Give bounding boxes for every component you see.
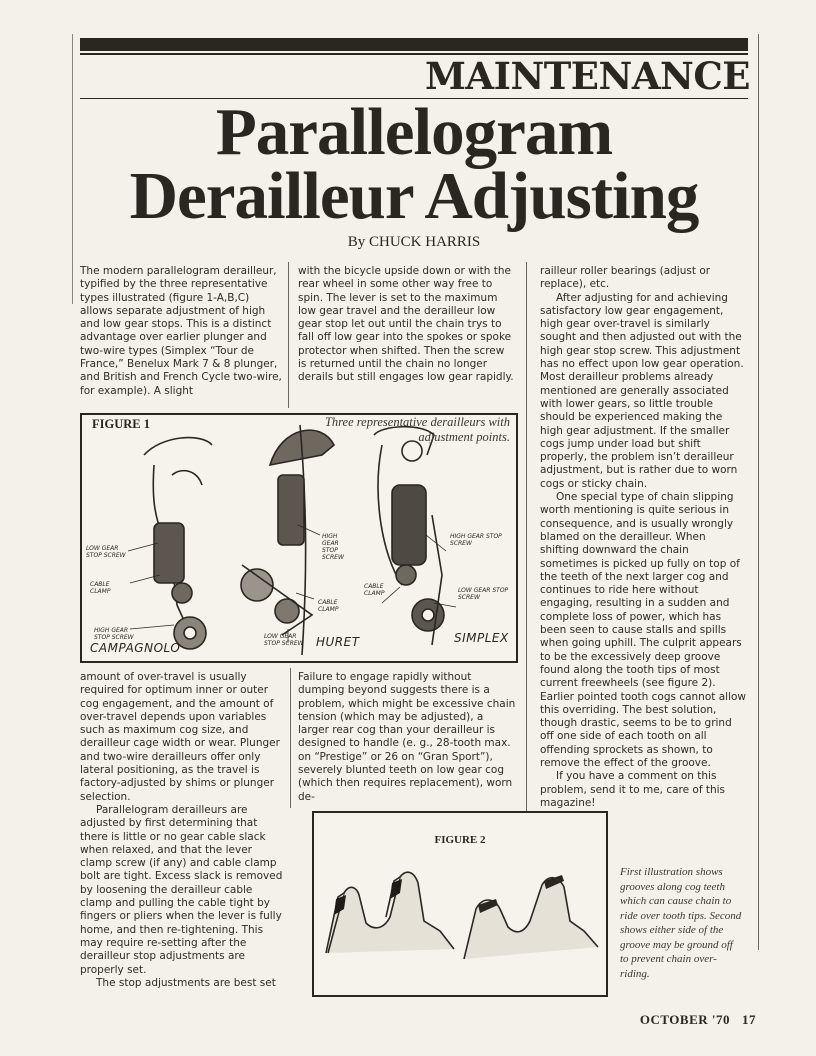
section-label: MAINTENANCE [424,54,750,98]
brand-huret: HURET [316,635,360,649]
column-divider [288,262,289,408]
page-number: 17 [742,1012,756,1027]
paragraph: The stop adjustments are best set [96,976,276,989]
issue-date: OCTOBER '70 [639,1012,730,1027]
byline: By CHUCK HARRIS [347,234,481,250]
figure-1 [80,413,518,663]
figure-2-caption: First illustration shows grooves along cog teeth which can cause chain to ride over tooth tips. Second shows either side of the groove may be ground off to prevent chain over-riding. [620,866,742,980]
column-1-top [80,265,284,398]
right-margin-rule [758,34,759,950]
paragraph: Failure to engage rapidly without dumping beyond suggests there is a problem, which might be excessive chain tension (which may be adjusted), a larger rear cog than your derailleur is designed to handle (e. g., 28-tooth max. on “Prestige” or 26 on “Gran Sport”), severely blunted teeth on low gear cog (which then requires replacement), worn de- [298,671,516,803]
paragraph: Parallelogram derailleurs are adjusted by first determining that there is little or no gear cable slack when relaxed, and that the lever clamp screw (if any) and cable clamp bolt are tight. Excess slack is removed by loosening the derailleur cable clamp and pulling the cable tight by fingers or pliers when the lever is fully home, and then re-tightening. This may require re-setting after the derailleur stop adjustments are properly set. [80,803,283,976]
figure-2 [312,811,608,997]
huret-derailleur-drawing [241,425,334,655]
label-high-gear-stop-b: HIGH GEAR STOP SCREW [322,533,344,561]
label-low-gear-stop-a: LOW GEAR STOP SCREW [86,545,126,559]
figure-2-title: FIGURE 2 [434,834,486,846]
figure-1-caption: Three representative derailleurs with adjustment points. [324,415,510,444]
paragraph: If you have a comment on this problem, send it to me, care of this magazine! [540,770,726,809]
column-divider [290,668,291,808]
label-high-gear-stop-c: HIGH GEAR STOP SCREW [450,533,502,547]
paragraph: railleur roller bearings (adjust or replace), etc. [540,265,711,291]
label-high-gear-stop-a: HIGH GEAR STOP SCREW [94,627,134,641]
header-thick-rule [80,38,748,51]
paragraph: The modern parallelogram derailleur, typified by the three representative types illustrated (figure 1-A,B,C) allows separate adjustment of high and low gear stops. This is a distinct advantage over earlier plunger and two-wire types (Simplex “Tour de France,” Benelux Mark 7 & 8 plunger, and British and French Cycle two-wire, for example). A slight [80,265,282,397]
column-1-bottom [80,671,286,990]
column-divider [526,262,527,822]
brand-simplex: SIMPLEX [454,631,509,645]
column-2-top [298,265,514,385]
paragraph: amount of over-travel is usually required for optimum inner or outer cog engagement, and the amount of over-travel depends upon variables such as maximum cog size, and derailleur cage width or wear. Plunger and two-wire derailleurs offer only lateral positioning, as the travel is factory-adjusted by shims or plunger selection. [80,671,280,803]
label-low-gear-stop-b: LOW GEAR STOP SCREW [264,633,304,647]
simplex-derailleur-drawing [374,427,444,645]
paragraph: with the bicycle upside down or with the rear wheel in some other way free to spin. The lever is set to the maximum low gear travel and the derailleur low gear stop let out until the chain trys to fall off low gear into the spokes or spoke protector when shifted. Then the screw is returned until the chain no longer derails but still engages low gear rapidly. [298,265,514,384]
grooved-teeth-drawing [326,872,454,953]
page-folio [640,1012,756,1028]
column-3 [540,265,746,810]
label-cable-clamp-c: CABLE CLAMP [364,583,385,597]
title-line-1: Parallelogram [215,95,613,169]
cog-teeth-illustration [314,813,606,995]
figure-1-title: FIGURE 1 [92,417,150,431]
column-2-bottom [298,671,516,804]
article-title [80,95,748,233]
label-low-gear-stop-c: LOW GEAR STOP SCREW [458,587,509,601]
paragraph: After adjusting for and achieving satisfactory low gear engagement, high gear over-travel is similarly sought and then adjusted out with the high gear stop screw. This adjustment has no effect upon low gear operation. Most derailleur problems already mentioned are generally associated with lower gears, so little trouble should be experienced making the high gear adjustment. If the smaller cogs jump under load but shift properly, the problem isn’t derailleur adjustment, but is rather due to worn cogs or sticky chain. [540,291,744,490]
title-line-2: Derailleur Adjusting [129,159,699,233]
left-margin-rule [72,34,73,304]
brand-campagnolo: CAMPAGNOLO [90,641,181,655]
label-cable-clamp-b: CABLE CLAMP [318,599,339,613]
paragraph: One special type of chain slipping worth mentioning is quite serious in consequence, and is usually wrongly blamed on the derailleur. When shifting downward the chain sometimes is picked up fully on top of the teeth of the next larger cog and continues to ride here without engaging, resulting in a sudden and complete loss of power, which has been seen to cause stalls and spills when going uphill. The culprit appears to be the excessively deep groove found along the tooth tips of most current freewheels (see figure 2). Earlier pointed tooth cogs cannot allow this overriding. The best solution, though drastic, seems to be to grind off one side of each tooth on all offending sprockets as shown, to remove the effect of the groove. [540,491,746,769]
campagnolo-derailleur-drawing [144,438,212,649]
label-cable-clamp-a: CABLE CLAMP [90,581,111,595]
ground-teeth-drawing [464,878,598,959]
